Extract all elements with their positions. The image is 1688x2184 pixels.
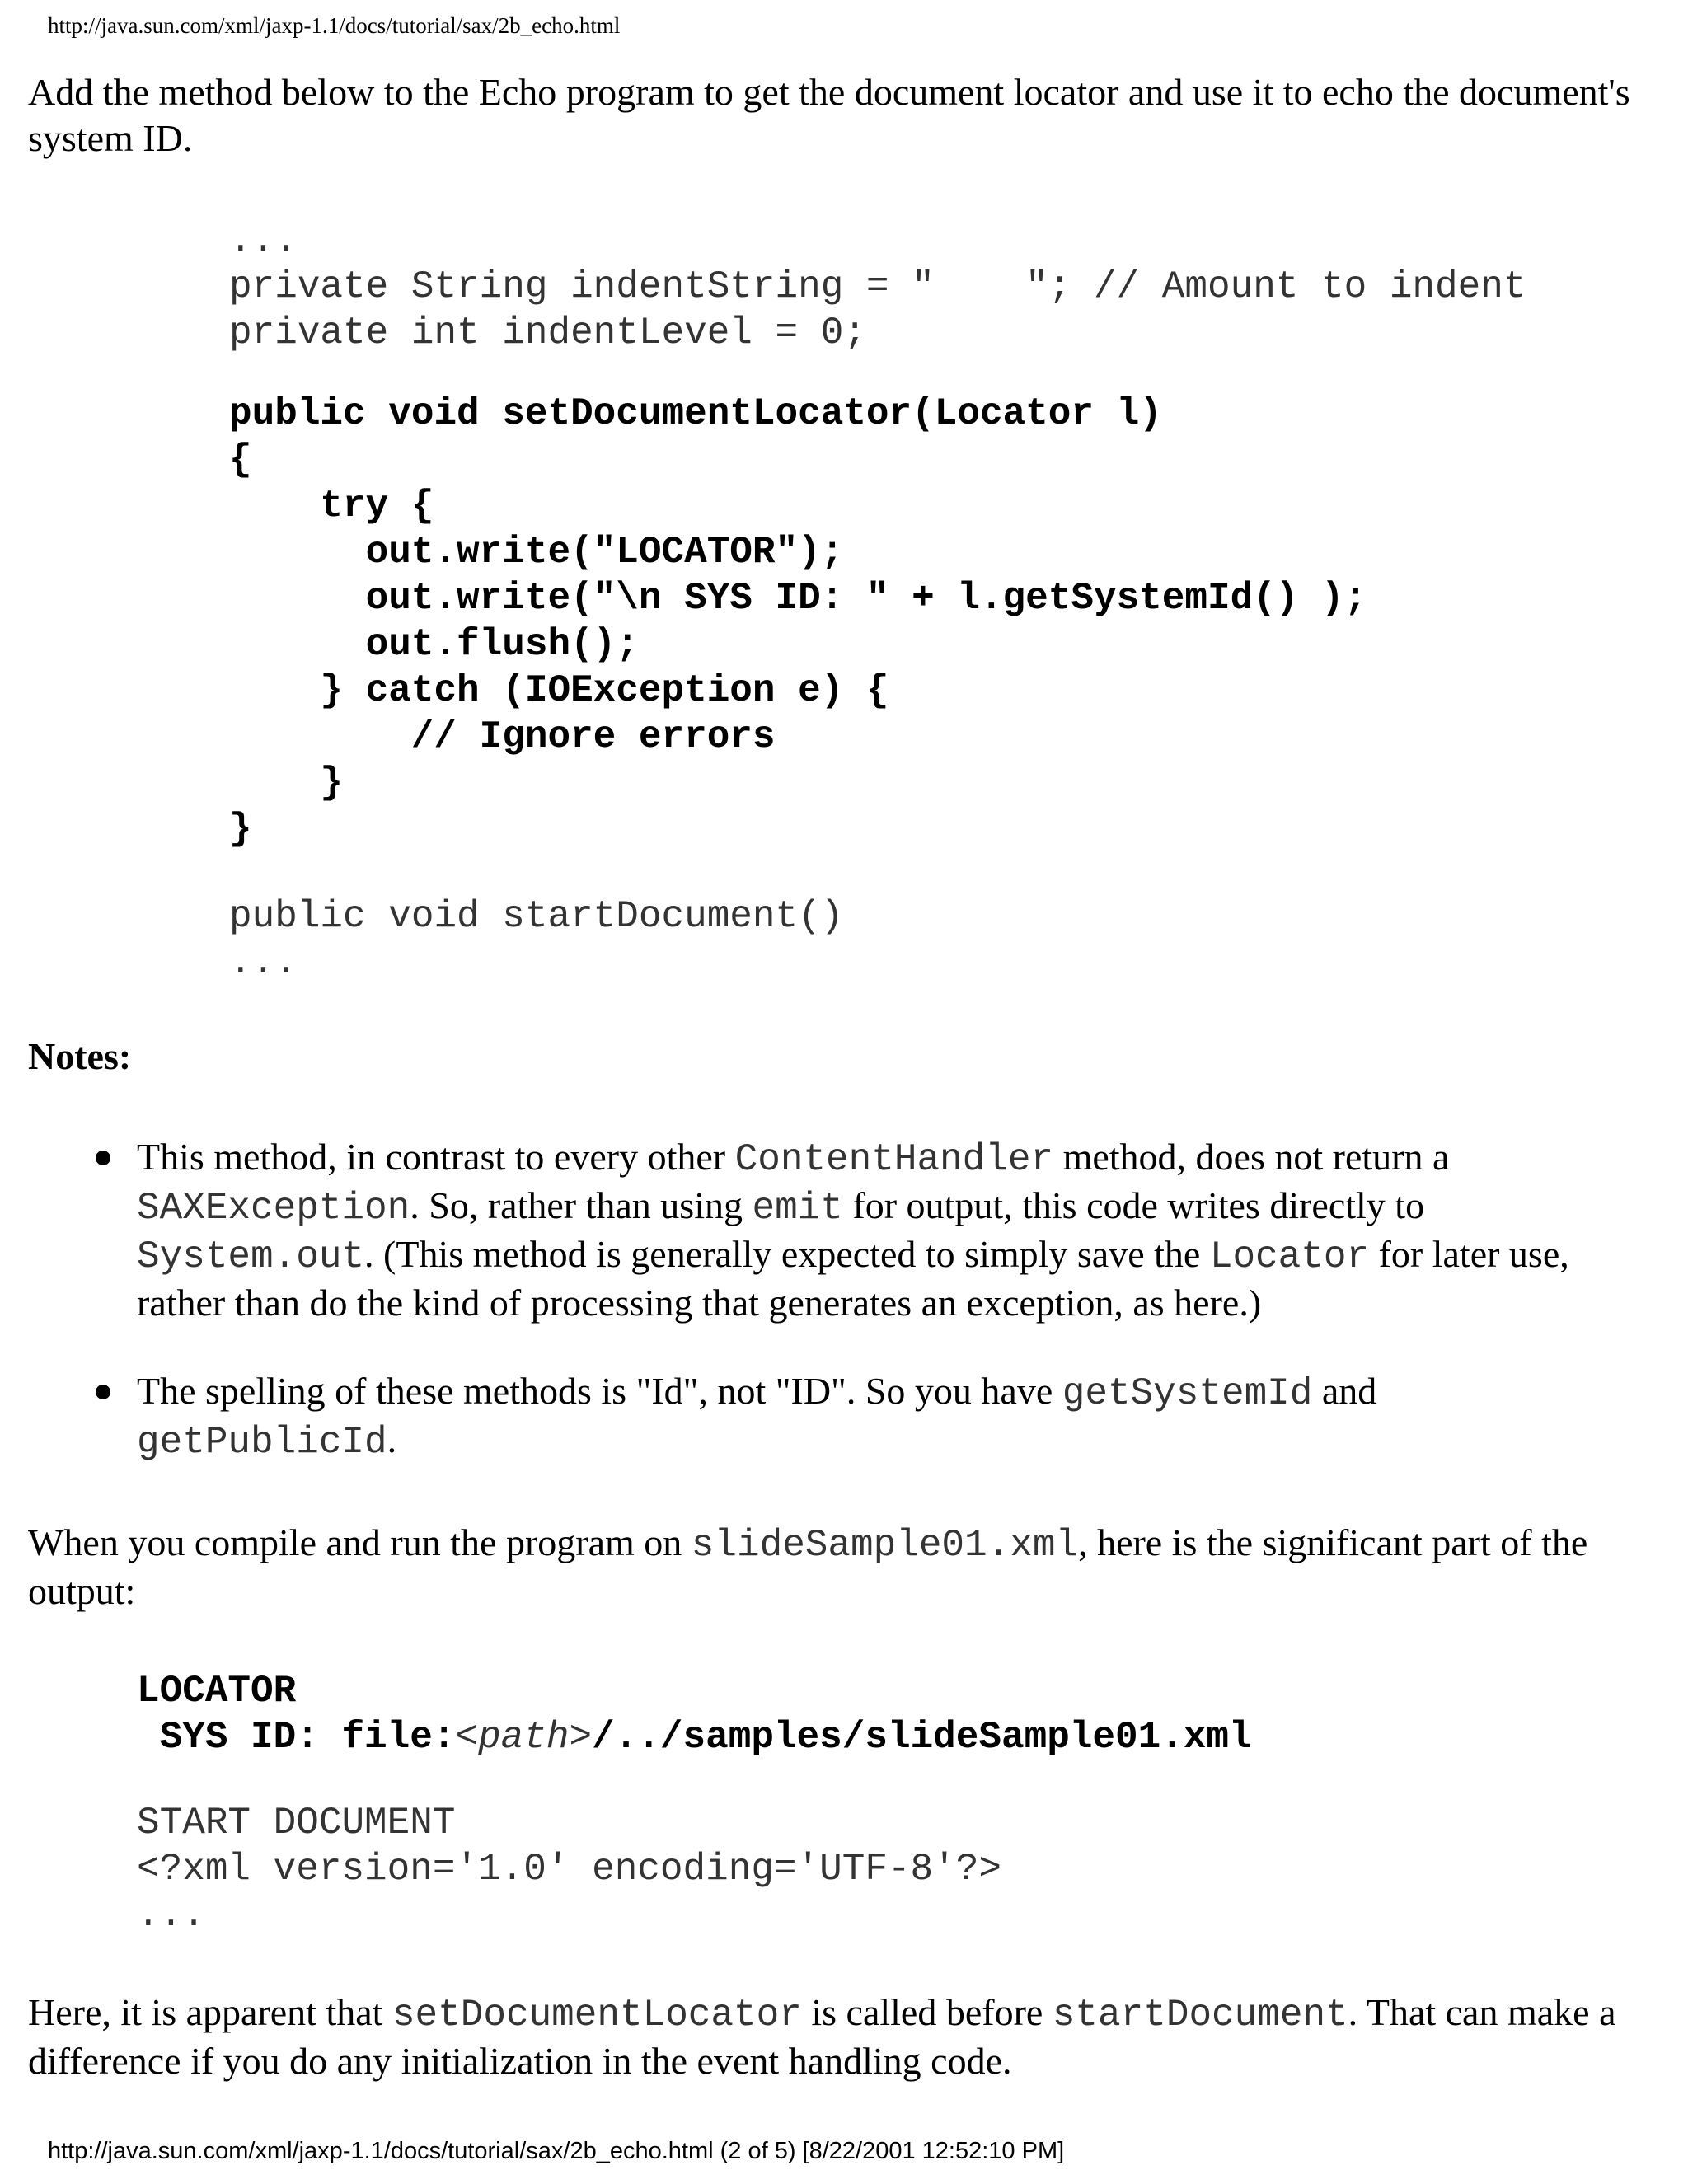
note-text: for output, this code writes directly to <box>842 1184 1425 1226</box>
code-block-start-document <box>229 893 843 986</box>
header-url: http://java.sun.com/xml/jaxp-1.1/docs/tutorial/sax/2b_echo.html <box>48 13 621 38</box>
code-line: { <box>229 438 252 481</box>
compile-paragraph <box>28 1520 1643 1615</box>
note-text: for later use, rather than do the kind of processing that generates an exception, as here.) <box>137 1233 1569 1324</box>
note-bullet-spelling <box>137 1368 1620 1465</box>
code-term: setDocumentLocator <box>392 1994 802 2036</box>
bullet-dot-icon <box>96 1385 110 1399</box>
note-text: . <box>387 1418 397 1460</box>
output-path-placeholder: <path> <box>455 1716 593 1759</box>
code-term: getPublicId <box>137 1421 387 1464</box>
closing-paragraph <box>28 1990 1660 2084</box>
code-line: ... <box>229 219 298 262</box>
code-line: // Ignore errors <box>229 715 776 758</box>
note-text: and <box>1312 1370 1377 1412</box>
output-block-document <box>137 1800 1001 1938</box>
note-text: This method, in contrast to every other <box>137 1136 735 1178</box>
code-line: } <box>229 762 344 804</box>
code-term: slideSample01.xml <box>691 1524 1079 1567</box>
output-line: <?xml version='1.0' encoding='UTF-8'?> <box>137 1848 1001 1891</box>
code-term: startDocument <box>1052 1994 1348 2036</box>
code-block-field-declarations <box>229 218 1526 356</box>
paragraph-text: is called before <box>801 1991 1053 2033</box>
output-text: /../samples/slideSample01.xml <box>592 1716 1252 1759</box>
output-text: SYS ID: file: <box>137 1716 456 1759</box>
code-line: out.write("LOCATOR"); <box>229 531 844 574</box>
note-text: . (This method is generally expected to simply save the <box>364 1233 1210 1275</box>
code-term: emit <box>752 1187 843 1230</box>
output-line <box>137 1716 1252 1759</box>
output-line: START DOCUMENT <box>137 1802 456 1844</box>
code-term: System.out <box>137 1235 365 1278</box>
paragraph-text: , here is the significant part of the output: <box>28 1521 1588 1612</box>
footer-url: http://java.sun.com/xml/jaxp-1.1/docs/tutorial/sax/2b_echo.html (2 of 5) [8/22/2001 12:52:10 PM] <box>48 2138 1065 2164</box>
code-line: ... <box>229 941 298 984</box>
code-block-set-document-locator <box>229 391 1367 852</box>
note-text: . So, rather than using <box>410 1184 753 1226</box>
output-block-locator <box>137 1668 1252 1760</box>
bullet-dot-icon <box>96 1151 110 1165</box>
code-line: private String indentString = " "; // Amount to indent <box>229 265 1526 308</box>
output-line: LOCATOR <box>137 1670 297 1713</box>
output-line: ... <box>137 1894 205 1937</box>
code-line: } catch (IOException e) { <box>229 669 889 712</box>
code-term: getSystemId <box>1062 1372 1313 1415</box>
code-line: out.flush(); <box>229 623 639 666</box>
code-term: SAXException <box>137 1187 410 1230</box>
note-text: The spelling of these methods is "Id", not "ID". So you have <box>137 1370 1062 1412</box>
code-line: private int indentLevel = 0; <box>229 312 866 354</box>
intro-paragraph: Add the method below to the Echo program to get the document locator and use it to echo the document's system ID. <box>28 71 1630 159</box>
code-line: public void setDocumentLocator(Locator l) <box>229 392 1162 435</box>
paragraph-text: When you compile and run the program on <box>28 1521 692 1563</box>
notes-heading: Notes: <box>28 1035 132 1077</box>
code-line: try { <box>229 485 434 527</box>
note-bullet-contenthandler <box>137 1134 1620 1326</box>
paragraph-text: . That can make a difference if you do any initialization in the event handling code. <box>28 1991 1616 2082</box>
code-line: } <box>229 808 252 851</box>
code-line: public void startDocument() <box>229 895 844 938</box>
code-term: Locator <box>1209 1235 1370 1278</box>
code-term: ContentHandler <box>734 1138 1054 1181</box>
code-line: out.write("\n SYS ID: " + l.getSystemId() ); <box>229 577 1367 620</box>
note-text: method, does not return a <box>1053 1136 1450 1178</box>
paragraph-text: Here, it is apparent that <box>28 1991 392 2033</box>
